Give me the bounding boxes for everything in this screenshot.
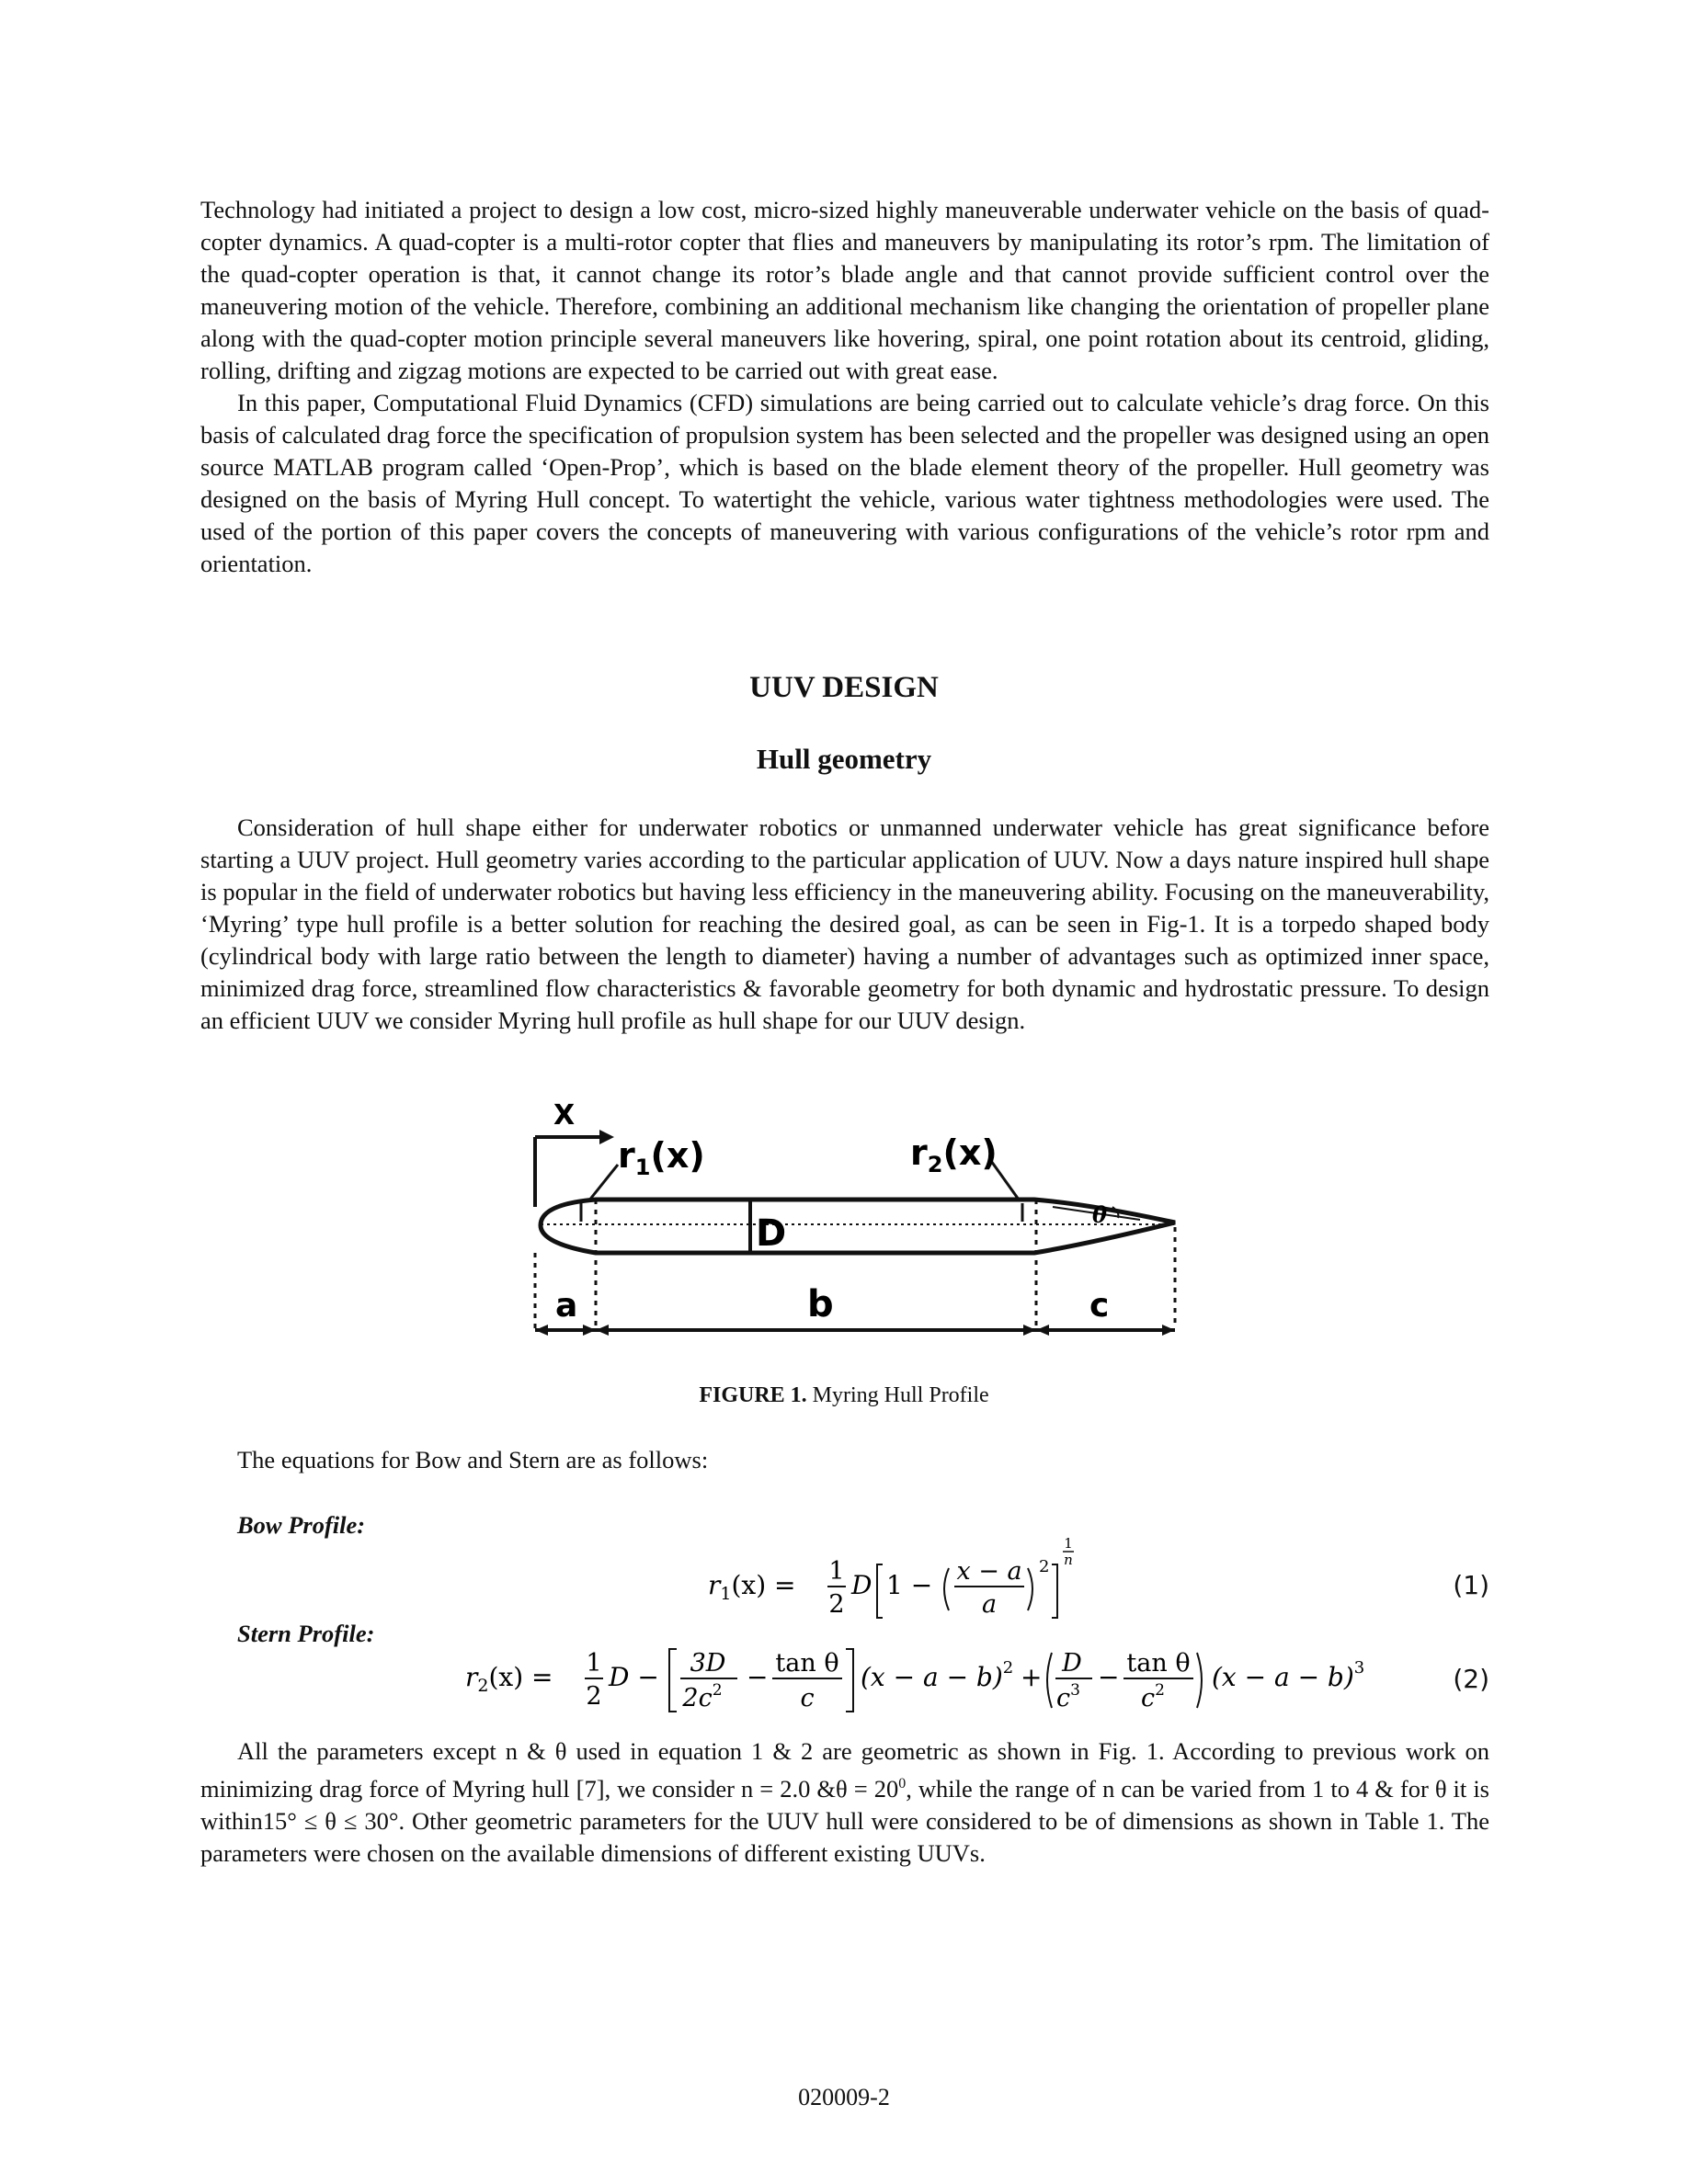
caption-label: FIGURE 1. bbox=[699, 1383, 807, 1407]
parameters-section bbox=[200, 1735, 1489, 1870]
r1-label: $r_1(x)$ bbox=[618, 1135, 705, 1180]
stern-profile-label: Stern Profile: bbox=[237, 1620, 375, 1647]
dim-arrow-c-right bbox=[1162, 1325, 1175, 1336]
svg-text:2c2: $2c^2$ bbox=[682, 1681, 723, 1712]
equation-1-bow bbox=[699, 1533, 1085, 1625]
svg-text:r1(x) =: $r_1(x)$ = bbox=[708, 1570, 796, 1604]
dim-label-b: b bbox=[807, 1283, 834, 1325]
svg-text:1 −: 1 − bbox=[886, 1570, 933, 1600]
page-number: 020009-2 bbox=[798, 2084, 890, 2110]
hull-outline bbox=[541, 1200, 1175, 1253]
equation-2-number: (2) bbox=[1453, 1664, 1489, 1694]
svg-text:2: 2 bbox=[586, 1682, 602, 1711]
theta-label: θ bbox=[1092, 1201, 1108, 1228]
diameter-label: D bbox=[756, 1212, 787, 1255]
svg-text:(x − a − b)3: $(x - a - b)^3$ bbox=[1212, 1658, 1365, 1692]
dim-arrow-b-right bbox=[1023, 1325, 1036, 1336]
r1-pointer bbox=[588, 1165, 618, 1201]
svg-text:2: 2 bbox=[828, 1590, 845, 1619]
myring-hull-figure bbox=[515, 1098, 1195, 1347]
dim-arrow-c-left bbox=[1036, 1325, 1049, 1336]
intro-section bbox=[200, 194, 1489, 580]
x-axis-label: X bbox=[553, 1099, 576, 1132]
svg-text:c: c bbox=[800, 1684, 815, 1712]
equations-intro: The equations for Bow and Stern are as follows: bbox=[237, 1446, 709, 1473]
svg-text:+: + bbox=[1021, 1662, 1043, 1692]
svg-text:1: 1 bbox=[828, 1557, 845, 1586]
parameters-paragraph: All the parameters except n & θ used in equation 1 & 2 are geometric as shown in Fig. 1. According to previous work on minimizing drag force of Myring hull [7], we consider n = 2.0 &θ = $20^0$, while the range of n can be varied from 1 to 4 & for θ it is within15° ≤ θ ≤ 30°. Other geometric parameters for the UUV hull were considered to be of dimensions as shown in Table 1. The parameters were chosen on the available dimensions of different existing UUVs. bbox=[200, 1737, 1489, 1867]
dim-arrow-a-right bbox=[583, 1325, 596, 1336]
svg-text:3D: 3D bbox=[690, 1649, 726, 1678]
svg-text:(x − a − b)2: $(x - a - b)^2$ bbox=[861, 1658, 1014, 1692]
svg-text:−: − bbox=[747, 1662, 769, 1692]
svg-text:D: D bbox=[851, 1570, 873, 1600]
subsection-heading: Hull geometry bbox=[756, 743, 932, 775]
svg-text:a: a bbox=[981, 1590, 998, 1619]
dim-arrow-b-left bbox=[596, 1325, 609, 1336]
svg-text:D −: D − bbox=[609, 1662, 659, 1692]
svg-text:x − a: x − a bbox=[956, 1557, 1022, 1586]
svg-text:tan θ: tan θ bbox=[1126, 1649, 1191, 1678]
equation-2-stern bbox=[460, 1627, 1365, 1719]
svg-text:−: − bbox=[1098, 1662, 1120, 1692]
dim-label-a: a bbox=[555, 1287, 578, 1325]
svg-text:n: n bbox=[1064, 1552, 1073, 1568]
dim-arrow-a-left bbox=[535, 1325, 548, 1336]
x-axis-arrowhead bbox=[599, 1130, 614, 1144]
r2-label: $r_2(x)$ bbox=[910, 1132, 998, 1177]
equation-1-number: (1) bbox=[1453, 1570, 1489, 1600]
dim-label-c: c bbox=[1089, 1287, 1110, 1325]
figure-caption bbox=[0, 1383, 1688, 1408]
section-heading: UUV DESIGN bbox=[749, 671, 939, 704]
bow-profile-label: Bow Profile: bbox=[237, 1511, 366, 1539]
svg-text:1: 1 bbox=[1064, 1535, 1073, 1552]
intro-paragraph-1: Technology had initiated a project to design a low cost, micro-sized highly maneuverable underwater vehicle on the basis of quad-copter dynamics. A quad-copter is a multi-rotor copter that flies and maneuvers by manipulating its rotor’s rpm. The limitation of the quad-copter operation is that, it cannot change its rotor’s blade angle and that cannot provide sufficient control over the maneuvering motion of the vehicle. Therefore, combining an additional mechanism like changing the orientation of propeller plane along with the quad-copter motion principle several maneuvers like hovering, spiral, one point rotation about its centroid, gliding, rolling, drifting and zigzag motions are expected to be carried out with great ease. bbox=[200, 196, 1489, 384]
svg-text:r2(x) =: $r_2(x)$ = bbox=[465, 1662, 553, 1696]
hull-paragraph: Consideration of hull shape either for underwater robotics or unmanned underwater vehicle has great significance before starting a UUV project. Hull geometry varies according to the particular application of UUV. Now a days nature inspired hull shape is popular in the field of underwater robotics but having less efficiency in the maneuvering ability. Focusing on the maneuverability, ‘Myring’ type hull profile is a better solution for reaching the desired goal, as can be seen in Fig-1. It is a torpedo shaped body (cylindrical body with large ratio between the length to diameter) having a number of advantages such as optimized inner space, minimized drag force, streamlined flow characteristics & favorable geometry for both dynamic and hydrostatic pressure. To design an efficient UUV we consider Myring hull profile as hull shape for our UUV design. bbox=[200, 813, 1489, 1034]
svg-text:D: D bbox=[1062, 1649, 1082, 1678]
intro-paragraph-2: In this paper, Computational Fluid Dynamics (CFD) simulations are being carried out to calculate vehicle’s drag force. On this basis of calculated drag force the specification of propulsion system has been selected and the propeller was designed using an open source MATLAB program called ‘Open-Prop’, which is based on the blade element theory of the propeller. Hull geometry was designed on the basis of Myring Hull concept. To watertight the vehicle, various water tightness methodologies were used. The used of the portion of this paper covers the concepts of maneuvering with various configurations of the vehicle’s rotor rpm and orientation. bbox=[200, 389, 1489, 577]
svg-text:c2: $c^2$ bbox=[1141, 1681, 1165, 1712]
hull-section bbox=[200, 812, 1489, 1037]
svg-text:1: 1 bbox=[586, 1649, 602, 1678]
svg-text:2: 2 bbox=[1039, 1557, 1050, 1576]
caption-text: Myring Hull Profile bbox=[806, 1383, 989, 1407]
svg-text:c3: $c^3$ bbox=[1056, 1681, 1080, 1712]
svg-text:tan θ: tan θ bbox=[775, 1649, 839, 1678]
